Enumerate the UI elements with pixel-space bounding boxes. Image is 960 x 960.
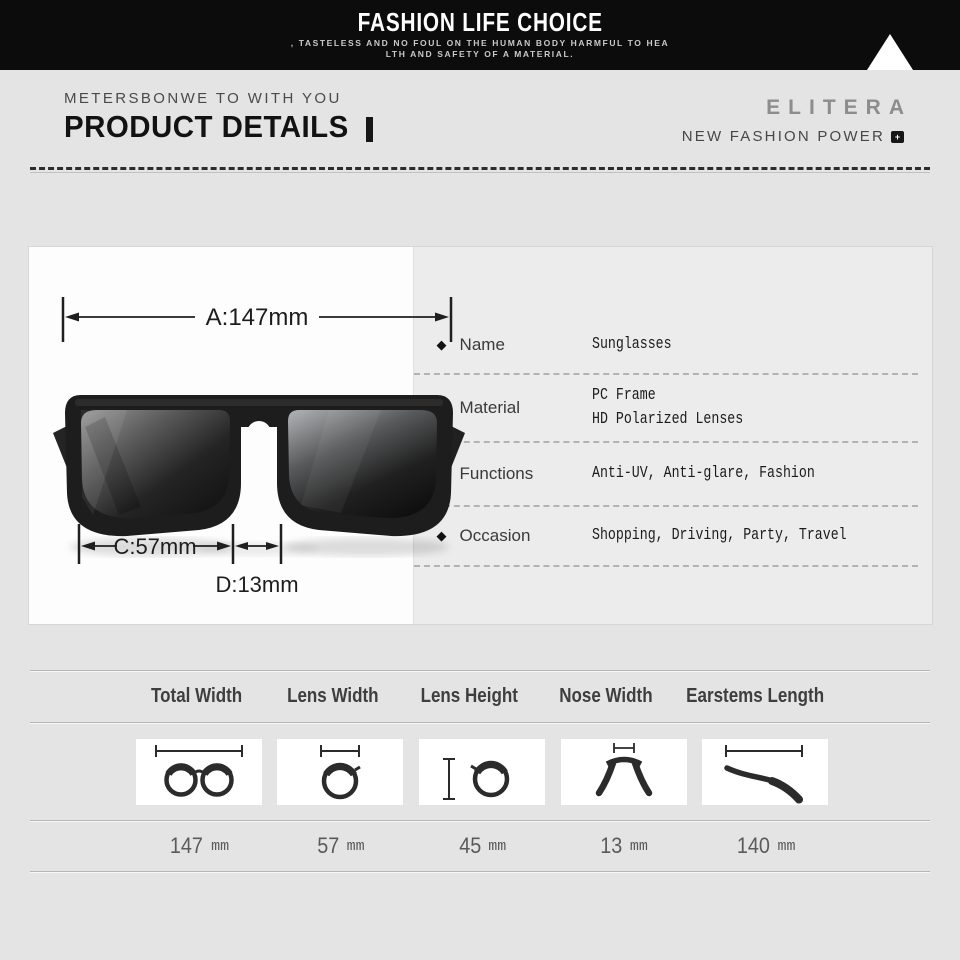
diamond-bullet-icon: ◆: [436, 528, 447, 543]
size-unit: mm: [488, 837, 507, 855]
glasses-front-width-icon: [136, 739, 262, 805]
spec-row-functions: [414, 443, 918, 507]
size-value: 13: [600, 833, 623, 858]
temple-arm-length-icon: [702, 739, 828, 805]
plus-icon: +: [891, 131, 904, 143]
size-unit: mm: [346, 837, 365, 855]
horizontal-rule: [30, 871, 930, 872]
spec-label: Name: [459, 335, 505, 354]
size-column-header: Earstems Length: [685, 685, 824, 707]
brand-header-left: [64, 90, 373, 145]
size-value: 147: [170, 833, 204, 858]
size-unit: mm: [777, 837, 796, 855]
spec-value: HD Polarized Lenses: [591, 410, 743, 429]
banner-title: FASHION LIFE CHOICE: [357, 7, 603, 37]
brand-tagline: METERSBONWE TO WITH YOU: [64, 90, 342, 107]
spec-row-occasion: [414, 507, 918, 567]
diamond-bullet-icon: ◆: [436, 337, 447, 352]
spec-panel: [413, 247, 932, 624]
title-bar-decoration: [366, 117, 373, 142]
dimension-a-label: A:147mm: [205, 304, 309, 331]
top-banner: [0, 0, 960, 70]
size-table: [30, 670, 930, 872]
spec-label: Occasion: [459, 526, 531, 545]
banner-triangle-decoration: [867, 34, 913, 70]
spec-value: Sunglasses: [591, 335, 672, 354]
size-column-header: Total Width: [150, 685, 242, 707]
lens-height-icon: [419, 739, 545, 805]
brand-slogan: NEW FASHION POWER: [681, 128, 885, 145]
keyhole-bridge-notch: [247, 421, 271, 445]
size-unit: mm: [629, 837, 648, 855]
brand-logo: ELITERA: [766, 96, 912, 119]
banner-subtitle-line1: , TASTELESS AND NO FOUL ON THE HUMAN BODY HARMFUL TO HEA: [290, 38, 670, 48]
page-title: PRODUCT DETAILS: [64, 109, 349, 144]
sunglasses-diagram-image: [29, 247, 488, 624]
size-column-header: Nose Width: [558, 685, 653, 707]
size-table-headers: [30, 671, 930, 722]
measurement-diagram: [29, 247, 413, 624]
dimension-d-label: D:13mm: [215, 572, 299, 597]
spec-value: Anti-UV, Anti-glare, Fashion: [591, 464, 815, 483]
size-column-header: Lens Height: [420, 685, 518, 707]
spec-value: Shopping, Driving, Party, Travel: [591, 526, 847, 545]
size-unit: mm: [211, 837, 230, 855]
spec-label: Material: [459, 398, 521, 417]
spec-row-name: [414, 317, 918, 375]
dimension-c-label: C:57mm: [113, 534, 197, 559]
spec-row-material: [414, 375, 918, 443]
size-column-header: Lens Width: [286, 685, 379, 707]
dashed-divider: [30, 167, 930, 173]
size-value: 45: [458, 833, 481, 858]
size-value: 140: [736, 833, 770, 858]
size-table-icons: [30, 723, 930, 820]
brand-header-right: [681, 96, 912, 145]
size-value: 57: [317, 833, 340, 858]
spec-value: PC Frame: [591, 386, 656, 405]
banner-subtitle-line2: LTH AND SAFETY OF A MATERIAL.: [385, 49, 575, 59]
size-table-values: [30, 821, 930, 871]
nose-bridge-width-icon: [561, 739, 687, 805]
product-detail-card: [28, 246, 933, 625]
spec-label: Functions: [459, 464, 534, 483]
lens-width-icon: [277, 739, 403, 805]
